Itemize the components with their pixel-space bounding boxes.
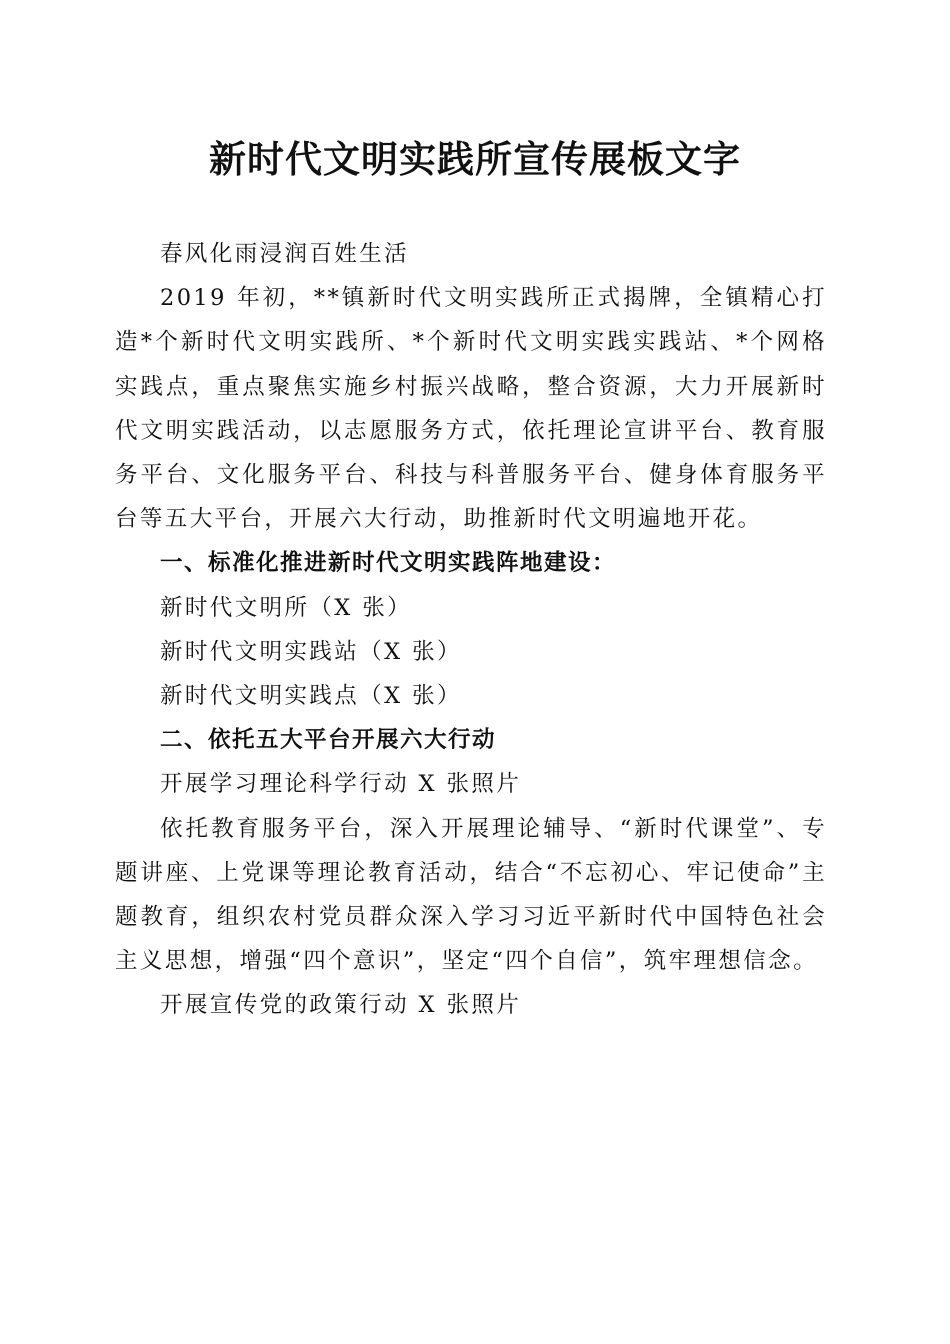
list-item-photo: 开展宣传党的政策行动 X 张照片 (160, 992, 522, 1019)
paragraph-subtitle: 春风化雨浸润百姓生活 (160, 241, 410, 267)
list-item-photo: 新时代文明实践点（X 张） (160, 683, 462, 710)
list-item-photo: 新时代文明实践站（X 张） (160, 638, 462, 665)
section-heading-2: 二、依托五大平台开展六大行动 (160, 727, 497, 754)
paragraph-body: 依托教育服务平台，深入开展理论辅导、“新时代课堂”、专题讲座、上党课等理论教育活动，结合“不忘初心、牢记使命”主题教育，组织农村党员群众深入学习习近平新时代中国特色社会主义思想，增强“四个意识”，坚定“四个自信”，筑牢理想信念。 (115, 815, 827, 975)
document-body (115, 232, 827, 1028)
document-title: 新时代文明实践所宣传展板文字 (209, 137, 741, 181)
paragraph-intro: 2019 年初，**镇新时代文明实践所正式揭牌，全镇精心打造*个新时代文明实践所、*个新时代文明实践实践站、*个网格实践点，重点聚焦实施乡村振兴战略，整合资源，大力开展新时代文明实践活动，以志愿服务方式，依托理论宣讲平台、教育服务平台、文化服务平台、科技与科普服务平台、健身体育服务平台等五大平台，开展六大行动，助推新时代文明遍地开花。 (115, 285, 827, 533)
list-item-photo: 新时代文明所（X 张） (160, 594, 413, 621)
section-heading-1: 一、标准化推进新时代文明实践阵地建设： (160, 550, 617, 577)
list-item-photo: 开展学习理论科学行动 X 张照片 (160, 771, 522, 798)
